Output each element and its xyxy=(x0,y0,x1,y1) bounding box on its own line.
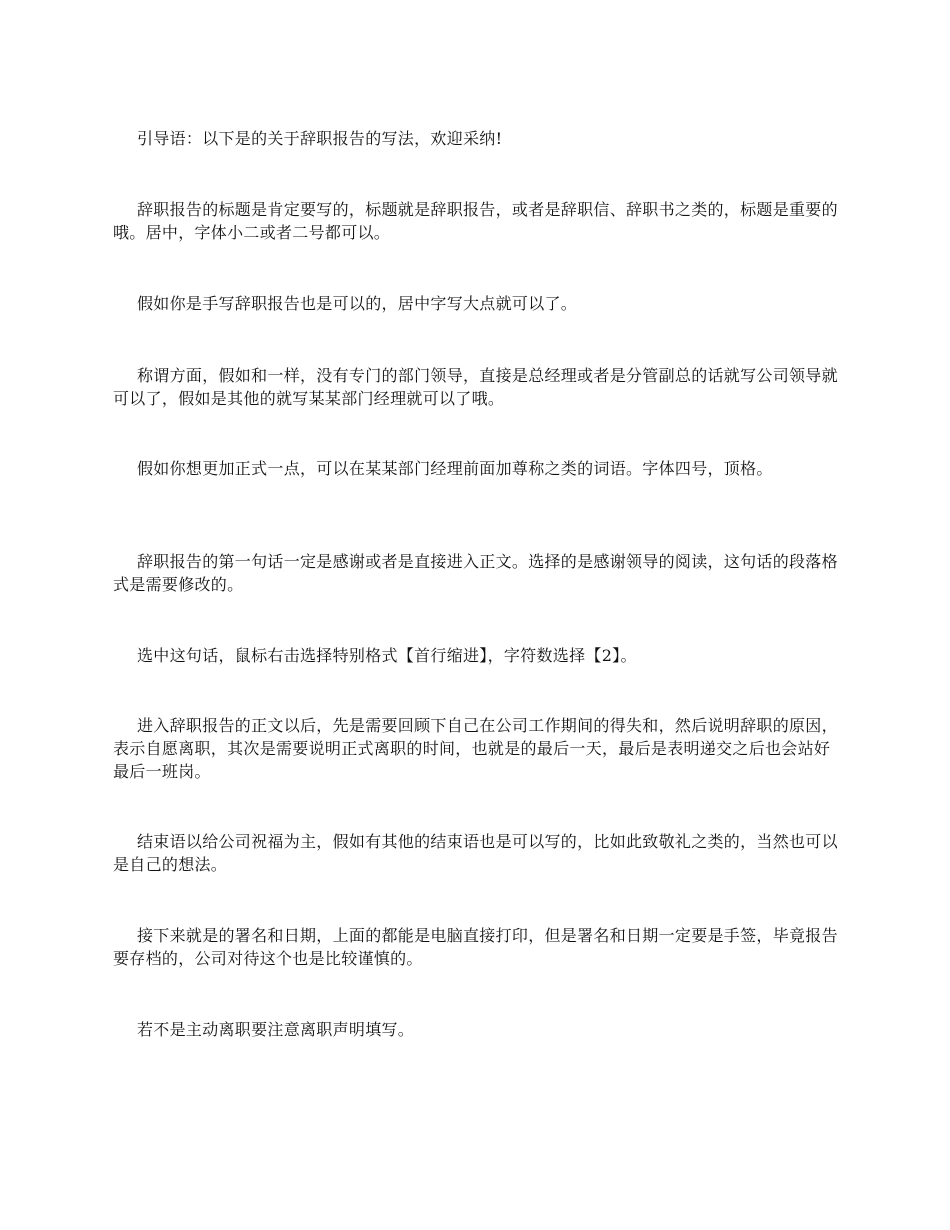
paragraph-non-voluntary: 若不是主动离职要注意离职声明填写。 xyxy=(137,1020,415,1039)
intro-paragraph: 引导语：以下是的关于辞职报告的写法，欢迎采纳! xyxy=(137,129,503,148)
paragraph-title-format: 辞职报告的标题是肯定要写的，标题就是辞职报告，或者是辞职信、辞职书之类的，标题是重要的哦。居中，字体小二或者二号都可以。 xyxy=(113,200,838,242)
paragraph-handwritten: 假如你是手写辞职报告也是可以的，居中字写大点就可以了。 xyxy=(137,294,578,313)
paragraph-closing: 结束语以给公司祝福为主，假如有其他的结束语也是可以写的，比如此致敬礼之类的，当然也可以是自己的想法。 xyxy=(113,832,838,874)
paragraph-body-content: 进入辞职报告的正文以后，先是需要回顾下自己在公司工作期间的得失和，然后说明辞职的原因，表示自愿离职，其次是需要说明正式离职的时间，也就是的最后一天，最后是表明递交之后也会站好最后一班岗。 xyxy=(113,716,838,781)
paragraph-formal-address: 假如你想更加正式一点，可以在某某部门经理前面加尊称之类的词语。字体四号，顶格。 xyxy=(137,459,773,478)
paragraph-indent-setting: 选中这句话，鼠标右击选择特别格式【首行缩进】，字符数选择【2】。 xyxy=(137,646,637,665)
paragraph-signature-date: 接下来就是的署名和日期，上面的都能是电脑直接打印，但是署名和日期一定要是手签，毕竟报告要存档的，公司对待这个也是比较谨慎的。 xyxy=(113,926,838,968)
paragraph-salutation: 称谓方面，假如和一样，没有专门的部门领导，直接是总经理或者是分管副总的话就写公司领导就可以了，假如是其他的就写某某部门经理就可以了哦。 xyxy=(113,366,838,408)
paragraph-first-sentence: 辞职报告的第一句话一定是感谢或者是直接进入正文。选择的是感谢领导的阅读，这句话的段落格式是需要修改的。 xyxy=(113,552,838,594)
